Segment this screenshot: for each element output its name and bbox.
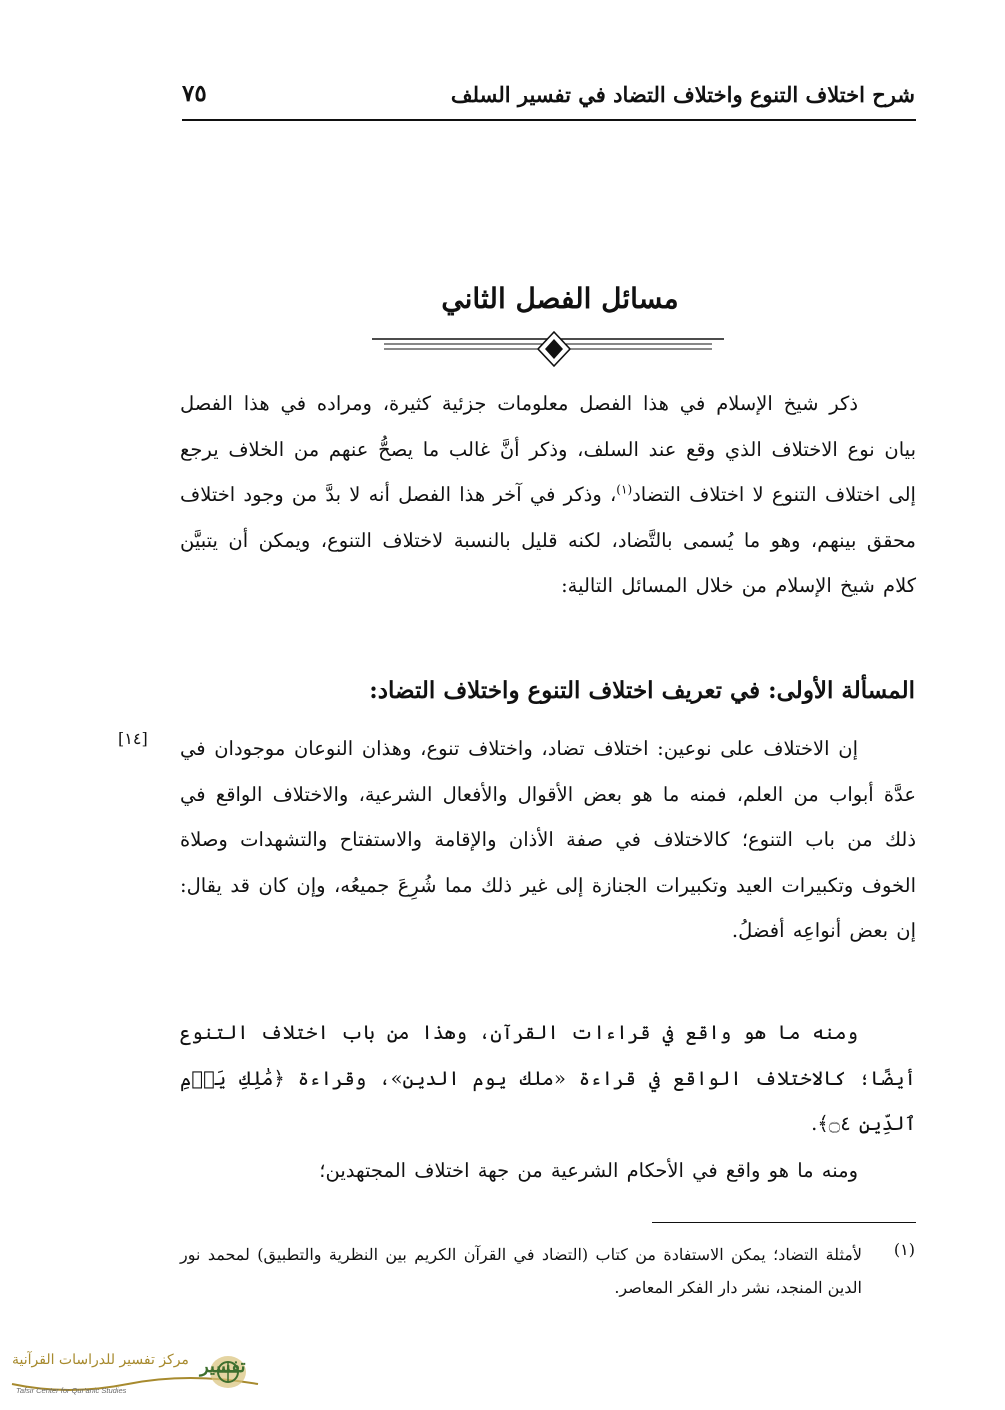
page-number: ٧٥ bbox=[182, 80, 207, 107]
paragraph-readings: ومنه ما هو واقع في قراءات القرآن، وهذا من باب اختلاف التنوع أيضًا؛ كالاختلاف الواقع في قراءة «ملك يوم الدين»، وقراءة ﴿مَٰلِكِ يَوۡمِ ٱلدِّينِ ۝٤﴾. bbox=[180, 1021, 916, 1135]
footnote-number: (١) bbox=[893, 1240, 915, 1259]
footnote-text: لأمثلة التضاد؛ يمكن الاستفادة من كتاب (التضاد في القرآن الكريم بين النظرية والتطبيق) لمحمد نور الدين المنجد، نشر دار الفكر المعاصر. bbox=[180, 1245, 862, 1297]
paragraph-intro-start: ذكر شيخ الإسلام في هذا الفصل معلومات جزئية كثيرة، ومراده في هذا الفصل بيان نوع الاختلاف الذي وقع عند السلف، وذكر أنَّ غالب ما يصحُّ عنهم من الخلاف يرجع إلى اختلاف التنوع لا اختلاف التضاد bbox=[180, 392, 916, 506]
footnote-rule bbox=[652, 1222, 916, 1223]
paragraph-intro bbox=[180, 381, 916, 609]
footnote-marker[interactable]: (١) bbox=[616, 482, 633, 497]
running-header bbox=[182, 78, 915, 118]
running-header-title: شرح اختلاف التنوع واختلاف التضاد في تفسير السلف bbox=[450, 82, 915, 107]
logo-english-text: Tafsir Center for Qur'anic Studies bbox=[16, 1386, 127, 1395]
paragraph-definition: إن الاختلاف على نوعين: اختلاف تضاد، واختلاف تنوع، وهذان النوعان موجودان في عدَّة أبواب من العلم، فمنه ما هو بعض الأقوال والأفعال الشرعية، والاختلاف الواقع في ذلك من باب التنوع؛ كالاختلاف في صفة الأذان والإقامة والاستفتاح والتشهدات وصلاة الخوف وتكبيرات العيد وتكبيرات الجنازة إلى غير ذلك مما شُرِعَ جميعُه، وإن كان قد يقال: إن بعض أنواعِه أفضلُ. bbox=[180, 737, 916, 942]
paragraph-rulings: ومنه ما هو واقع في الأحكام الشرعية من جهة اختلاف المجتهدين؛ bbox=[319, 1159, 858, 1182]
margin-reference: [١٤] bbox=[118, 729, 148, 748]
chapter-title: مسائل الفصل الثاني bbox=[441, 282, 679, 315]
paragraph-intro-end: ، وذكر في آخر هذا الفصل أنه لا بدَّ من وجود اختلاف محقق بينهم، وهو ما يُسمى بالتَّضاد، لكنه قليل بالنسبة لاختلاف التنوع، ويمكن أن يتبيَّن كلام شيخ الإسلام من خلال المسائل التالية: bbox=[180, 483, 916, 597]
header-rule bbox=[182, 119, 916, 121]
logo-word: تفسير bbox=[200, 1356, 246, 1377]
title-ornament bbox=[372, 330, 724, 374]
section-heading: المسألة الأولى: في تعريف اختلاف التنوع واختلاف التضاد: bbox=[369, 677, 915, 704]
logo-arabic-text: مركز تفسير للدراسات القرآنية bbox=[12, 1352, 189, 1368]
